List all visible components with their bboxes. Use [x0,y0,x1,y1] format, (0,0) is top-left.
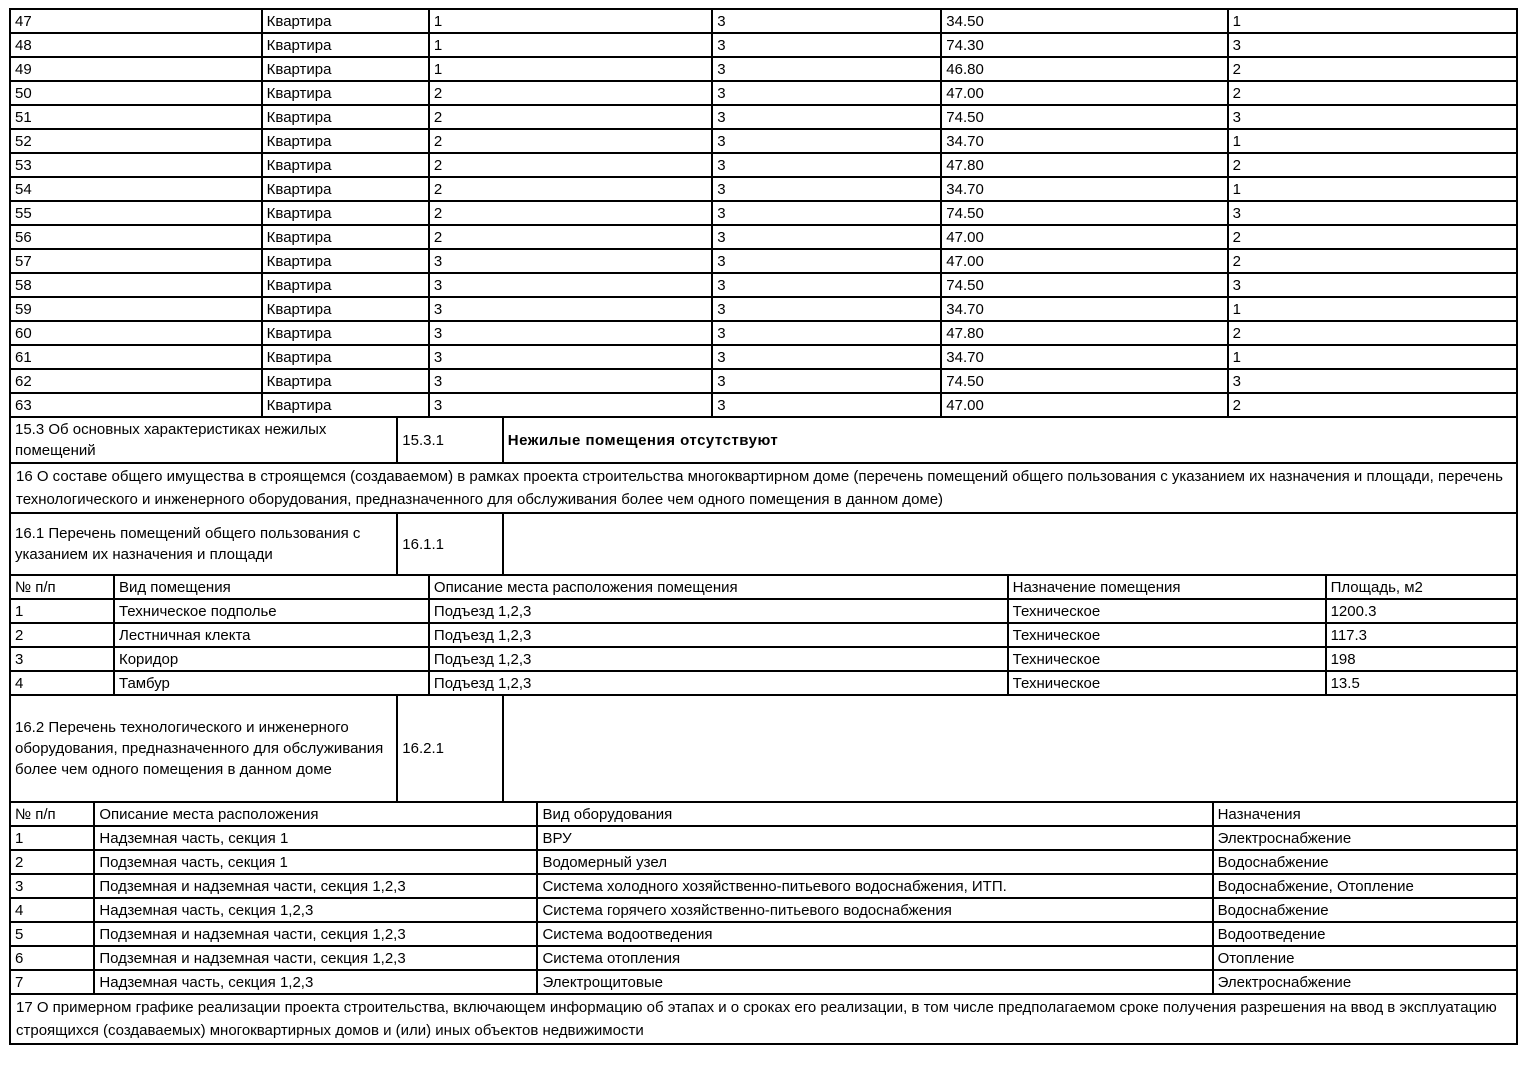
cell: 3 [712,225,941,249]
table-row [10,994,1517,1044]
cell: 47.00 [941,225,1227,249]
table-row [10,898,1517,922]
cell: 4 [10,898,94,922]
cell: 3 [712,249,941,273]
column-header: Назначение помещения [1008,575,1326,599]
section-17-text: 17 О примерном графике реализации проекта строительства, включающем информацию об этапах и о сроках его реализации, в том числе предполагаемом сроке получения разрешения на ввод в эксплуатацию строящихся (создаваемых) многоквартирных домов и (или) иных объектов недвижимости [10,994,1517,1044]
cell: Квартира [262,81,429,105]
cell: 2 [429,129,712,153]
table-row [10,81,1517,105]
cell: 2 [10,623,114,647]
cell: Подземная и надземная части, секция 1,2,3 [94,946,537,970]
cell: Квартира [262,153,429,177]
cell: 3 [1228,105,1517,129]
cell: 3 [712,393,941,417]
cell: 3 [712,81,941,105]
cell: 3 [712,369,941,393]
cell: Лестничная клекта [114,623,429,647]
cell: 2 [1228,225,1517,249]
cell: 47 [10,9,262,33]
cell: 61 [10,345,262,369]
table-row [10,249,1517,273]
cell: 3 [10,874,94,898]
cell: Подъезд 1,2,3 [429,599,1008,623]
cell: Квартира [262,345,429,369]
cell: 62 [10,369,262,393]
table-row [10,463,1517,513]
section-16-2-label: 16.2 Перечень технологического и инженерного оборудования, предназначенного для обслуживания более чем одного помещения в данном доме [10,695,397,802]
cell: 2 [1228,249,1517,273]
table-row [10,671,1517,695]
cell: 7 [10,970,94,994]
cell: Квартира [262,33,429,57]
table-row [10,345,1517,369]
table-row [10,297,1517,321]
cell: 47.80 [941,153,1227,177]
cell: 34.70 [941,345,1227,369]
section-17-block [9,993,1518,1045]
cell: Система водоотведения [537,922,1212,946]
cell: 59 [10,297,262,321]
section-16-block [9,462,1518,514]
section-16-1-code: 16.1.1 [397,513,502,575]
cell: 57 [10,249,262,273]
column-header: Площадь, м2 [1326,575,1517,599]
cell: 74.50 [941,201,1227,225]
cell: 2 [429,81,712,105]
cell: Квартира [262,201,429,225]
cell: 74.50 [941,369,1227,393]
section-16-1-label: 16.1 Перечень помещений общего пользования с указанием их назначения и площади [10,513,397,575]
table-row [10,946,1517,970]
cell: 3 [1228,201,1517,225]
cell: 13.5 [1326,671,1517,695]
cell: 1 [1228,345,1517,369]
cell: Система горячего хозяйственно-питьевого водоснабжения [537,898,1212,922]
cell: 6 [10,946,94,970]
cell: 3 [429,249,712,273]
table-row [10,321,1517,345]
cell: Квартира [262,105,429,129]
cell: Система холодного хозяйственно-питьевого водоснабжения, ИТП. [537,874,1212,898]
cell: 3 [712,105,941,129]
cell: 34.70 [941,129,1227,153]
cell: 3 [429,297,712,321]
cell: 2 [429,105,712,129]
equipment-header-row [10,802,1517,826]
cell: 3 [429,345,712,369]
cell: 1 [1228,9,1517,33]
cell: Водоснабжение, Отопление [1213,874,1517,898]
cell: Подъезд 1,2,3 [429,671,1008,695]
section-15-3-row [9,416,1518,464]
cell: 3 [712,201,941,225]
section-15-3-label: 15.3 Об основных характеристиках нежилых помещений [10,417,397,463]
table-row [10,105,1517,129]
cell: Квартира [262,273,429,297]
cell: Подземная и надземная части, секция 1,2,3 [94,874,537,898]
cell: Водоснабжение [1213,850,1517,874]
table-row [10,970,1517,994]
table-row [10,599,1517,623]
table-row [10,201,1517,225]
cell: 3 [712,33,941,57]
cell: 2 [429,225,712,249]
cell: Электроснабжение [1213,970,1517,994]
cell: 3 [10,647,114,671]
cell: Надземная часть, секция 1,2,3 [94,970,537,994]
cell: 2 [1228,393,1517,417]
section-16-1-row [9,512,1518,576]
section-16-text: 16 О составе общего имущества в строящемся (создаваемом) в рамках проекта строительства многоквартирном доме (перечень помещений общего пользования с указанием их назначения и площади, перечень технологического и инженерного оборудования, предназначенного для обслуживания более чем одного помещения в данном доме) [10,463,1517,513]
table-row [10,826,1517,850]
cell: Электрощитовые [537,970,1212,994]
cell: 3 [712,273,941,297]
table-row [10,33,1517,57]
cell: 52 [10,129,262,153]
table-row [10,129,1517,153]
cell: 2 [429,177,712,201]
cell: 2 [1228,57,1517,81]
cell: Квартира [262,393,429,417]
column-header: Вид оборудования [537,802,1212,826]
apartments-table-body [10,9,1517,417]
cell: 3 [429,273,712,297]
cell: Отопление [1213,946,1517,970]
cell: 49 [10,57,262,81]
table-row [10,57,1517,81]
section-15-3-value: Нежилые помещения отсутствуют [503,417,1517,463]
cell: Электроснабжение [1213,826,1517,850]
cell: 55 [10,201,262,225]
cell: 3 [1228,33,1517,57]
cell: Техническое [1008,647,1326,671]
cell: Подземная и надземная части, секция 1,2,3 [94,922,537,946]
cell: 2 [10,850,94,874]
cell: Техническое [1008,599,1326,623]
cell: 117.3 [1326,623,1517,647]
cell: Техническое [1008,623,1326,647]
cell: 74.50 [941,273,1227,297]
cell: 1 [10,826,94,850]
cell: 3 [712,9,941,33]
cell: 2 [1228,81,1517,105]
cell: 1 [1228,177,1517,201]
cell: Водоснабжение [1213,898,1517,922]
section-16-2-row [9,694,1518,803]
cell: 34.50 [941,9,1227,33]
cell: 47.80 [941,321,1227,345]
cell: 47.00 [941,249,1227,273]
cell: 1 [429,9,712,33]
cell: Квартира [262,225,429,249]
cell: 1 [1228,297,1517,321]
column-header: Назначения [1213,802,1517,826]
table-row [10,153,1517,177]
cell: 74.30 [941,33,1227,57]
cell: 3 [429,321,712,345]
column-header: Описание места расположения [94,802,537,826]
column-header: Описание места расположения помещения [429,575,1008,599]
cell: 50 [10,81,262,105]
table-row [10,874,1517,898]
cell: Квартира [262,129,429,153]
cell: 47.00 [941,81,1227,105]
cell: Квартира [262,177,429,201]
cell: 3 [1228,369,1517,393]
table-row [10,393,1517,417]
cell: 2 [429,153,712,177]
cell: 5 [10,922,94,946]
column-header: № п/п [10,575,114,599]
cell: Подъезд 1,2,3 [429,647,1008,671]
cell: 3 [712,129,941,153]
table-row [10,417,1517,463]
cell: 3 [712,345,941,369]
cell: Квартира [262,369,429,393]
cell: 3 [429,369,712,393]
cell: 1200.3 [1326,599,1517,623]
cell: 3 [429,393,712,417]
cell: 2 [1228,321,1517,345]
cell: Квартира [262,57,429,81]
table-row [10,273,1517,297]
cell: 58 [10,273,262,297]
column-header: Вид помещения [114,575,429,599]
cell: 60 [10,321,262,345]
cell: Система отопления [537,946,1212,970]
cell: 54 [10,177,262,201]
cell: Квартира [262,297,429,321]
cell: Квартира [262,9,429,33]
cell: Квартира [262,321,429,345]
cell: Подземная часть, секция 1 [94,850,537,874]
table-row [10,225,1517,249]
cell: 198 [1326,647,1517,671]
equipment-table [9,801,1518,995]
section-16-2-value [503,695,1517,802]
cell: 46.80 [941,57,1227,81]
table-row [10,369,1517,393]
common-rooms-table-body [10,599,1517,695]
cell: Коридор [114,647,429,671]
cell: ВРУ [537,826,1212,850]
cell: 2 [429,201,712,225]
cell: Техническое [1008,671,1326,695]
cell: Водоотведение [1213,922,1517,946]
cell: 3 [712,153,941,177]
table-row [10,647,1517,671]
cell: 3 [1228,273,1517,297]
cell: 1 [10,599,114,623]
cell: 74.50 [941,105,1227,129]
cell: 63 [10,393,262,417]
cell: 1 [429,57,712,81]
cell: 51 [10,105,262,129]
apartments-table [9,8,1518,418]
cell: 3 [712,321,941,345]
table-row [10,177,1517,201]
cell: Водомерный узел [537,850,1212,874]
section-15-3-code: 15.3.1 [397,417,502,463]
cell: 34.70 [941,297,1227,321]
table-row [10,850,1517,874]
common-rooms-table [9,574,1518,696]
common-rooms-header-row [10,575,1517,599]
cell: 53 [10,153,262,177]
table-row [10,695,1517,802]
cell: Техническое подполье [114,599,429,623]
cell: 3 [712,57,941,81]
table-row [10,513,1517,575]
column-header: № п/п [10,802,94,826]
cell: Подъезд 1,2,3 [429,623,1008,647]
cell: 3 [712,177,941,201]
cell: 34.70 [941,177,1227,201]
cell: 1 [1228,129,1517,153]
cell: Надземная часть, секция 1 [94,826,537,850]
cell: 47.00 [941,393,1227,417]
cell: Квартира [262,249,429,273]
cell: 3 [712,297,941,321]
cell: 48 [10,33,262,57]
table-row [10,623,1517,647]
cell: Надземная часть, секция 1,2,3 [94,898,537,922]
section-16-2-code: 16.2.1 [397,695,502,802]
cell: 4 [10,671,114,695]
cell: 1 [429,33,712,57]
cell: 2 [1228,153,1517,177]
table-row [10,922,1517,946]
cell: 56 [10,225,262,249]
table-row [10,9,1517,33]
section-16-1-value [503,513,1517,575]
cell: Тамбур [114,671,429,695]
equipment-table-body [10,826,1517,994]
